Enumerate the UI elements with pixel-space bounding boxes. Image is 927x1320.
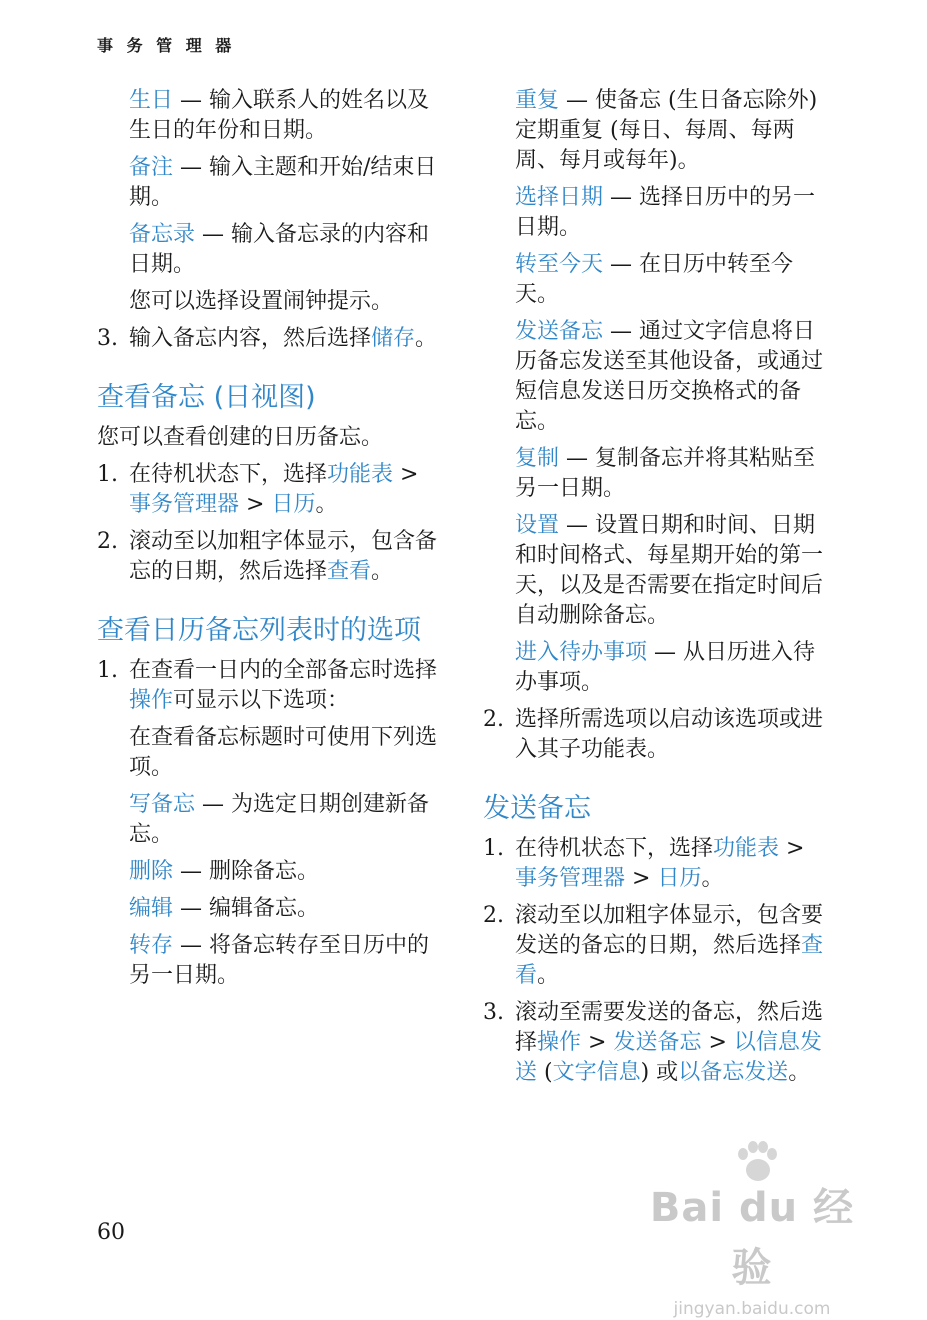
link-organizer[interactable]: 事务管理器 — [129, 492, 240, 517]
step-2 — [483, 705, 833, 765]
link-view[interactable]: 查看 — [515, 933, 824, 988]
section-title-list-options: 查看日历备忘列表时的选项 — [97, 615, 421, 646]
option-desc: — 输入主题和开始/结束日期。 — [129, 155, 437, 210]
step-2 — [483, 901, 833, 991]
step-1 — [483, 834, 833, 894]
step-text: 滚动至以加粗字体显示，包含要发送的备忘的日期，然后选择 — [515, 903, 824, 958]
left-column — [97, 86, 447, 998]
option-term: 转至今天 — [515, 252, 604, 277]
option-item — [129, 894, 447, 924]
step-number: 1. — [483, 836, 504, 861]
option-memo — [129, 220, 447, 280]
path-sep: > — [239, 492, 272, 517]
link-calendar[interactable]: 日历 — [271, 492, 316, 517]
step-number: 2. — [483, 903, 504, 928]
step-number: 2. — [483, 707, 504, 732]
option-term: 写备忘 — [129, 792, 196, 817]
link-organizer[interactable]: 事务管理器 — [515, 866, 626, 891]
step-end: 。 — [701, 866, 724, 891]
option-item — [515, 86, 833, 176]
option-desc: — 在日历中转至今天。 — [515, 252, 794, 307]
option-term: 编辑 — [129, 896, 174, 921]
link-options[interactable]: 操作 — [129, 688, 174, 713]
link-options[interactable]: 操作 — [537, 1030, 582, 1055]
step-3 — [97, 324, 447, 354]
link-send-memo[interactable]: 发送备忘 — [613, 1030, 702, 1055]
step-text: 输入备忘内容，然后选择 — [129, 326, 372, 351]
step-number: 1. — [97, 658, 118, 683]
option-term: 复制 — [515, 446, 560, 471]
option-item — [515, 317, 833, 437]
option-desc: — 从日历进入待办事项。 — [515, 640, 816, 695]
option-desc: — 复制备忘并将其粘贴至另一日期。 — [515, 446, 816, 501]
option-item — [515, 638, 833, 698]
option-desc: — 选择日历中的另一日期。 — [515, 185, 816, 240]
step-end: 。 — [415, 326, 438, 351]
paw-icon — [733, 1140, 781, 1184]
link-send-as-memo[interactable]: 以备忘发送 — [678, 1060, 789, 1085]
step-number: 3. — [483, 1000, 504, 1025]
step-end: 。 — [315, 492, 338, 517]
link-text-message[interactable]: 文字信息 — [552, 1060, 641, 1085]
option-item — [129, 931, 447, 991]
step-number: 2. — [97, 529, 118, 554]
step-1 — [97, 460, 447, 520]
option-term: 重复 — [515, 88, 560, 113]
step-end: 。 — [371, 559, 394, 584]
option-term: 备注 — [129, 155, 174, 180]
option-desc: — 编辑备忘。 — [173, 896, 320, 921]
option-desc: — 设置日期和时间、日期和时间格式、每星期开始的第一天，以及是否需要在指定时间后自动删除备忘。 — [515, 513, 824, 628]
option-term: 生日 — [129, 88, 174, 113]
text-mid: ) 或 — [640, 1060, 679, 1085]
option-term: 设置 — [515, 513, 560, 538]
path-sep: > — [701, 1030, 734, 1055]
link-view[interactable]: 查看 — [327, 559, 372, 584]
step-number: 1. — [97, 462, 118, 487]
link-send-as-message[interactable]: 以信息发送 — [515, 1030, 822, 1085]
link-save[interactable]: 储存 — [371, 326, 416, 351]
step-text: 在待机状态下，选择 — [515, 836, 714, 861]
text-mid: ( — [537, 1060, 553, 1085]
option-item — [515, 444, 833, 504]
option-term: 转存 — [129, 933, 174, 958]
watermark-url: jingyan.baidu.com — [673, 1299, 831, 1319]
option-desc: — 通过文字信息将日历备忘发送至其他设备，或通过短信息发送日历交换格式的备忘。 — [515, 319, 824, 434]
step-text: 选择所需选项以启动该选项或进入其子功能表。 — [515, 707, 824, 762]
step-number: 3. — [97, 326, 118, 351]
sub-intro: 在查看备忘标题时可使用下列选项。 — [129, 725, 438, 780]
option-term: 删除 — [129, 859, 174, 884]
option-note — [129, 153, 447, 213]
option-desc: — 删除备忘。 — [173, 859, 320, 884]
step-2 — [97, 527, 447, 587]
section-title-send-memo: 发送备忘 — [483, 793, 591, 824]
option-item — [515, 250, 833, 310]
option-term: 发送备忘 — [515, 319, 604, 344]
path-sep: > — [581, 1030, 614, 1055]
step-end: 。 — [537, 963, 560, 988]
option-desc: — 输入备忘录的内容和日期。 — [129, 222, 430, 277]
option-term: 选择日期 — [515, 185, 604, 210]
option-desc: — 将备忘转存至日历中的另一日期。 — [129, 933, 430, 988]
step-text: 在待机状态下，选择 — [129, 462, 328, 487]
option-item — [129, 857, 447, 887]
section-title-day-view: 查看备忘 (日视图) — [97, 382, 316, 413]
step-end: 。 — [788, 1060, 811, 1085]
step-text: 在查看一日内的全部备忘时选择 — [129, 658, 438, 683]
option-desc: — 使备忘 (生日备忘除外) 定期重复 (每日、每周、每两周、每月或每年)。 — [515, 88, 818, 173]
right-column — [483, 86, 833, 1095]
option-birthday — [129, 86, 447, 146]
option-item — [515, 183, 833, 243]
step-text: 滚动至以加粗字体显示，包含备忘的日期，然后选择 — [129, 529, 438, 584]
option-term: 进入待办事项 — [515, 640, 648, 665]
path-sep: > — [779, 836, 805, 861]
step-text: 滚动至需要发送的备忘，然后选择 — [515, 1000, 824, 1055]
link-calendar[interactable]: 日历 — [657, 866, 702, 891]
watermark-logo: Bai du 经验 — [649, 1185, 855, 1291]
watermark — [637, 1140, 867, 1319]
option-desc: — 输入联系人的姓名以及生日的年份和日期。 — [129, 88, 430, 143]
step-3 — [483, 998, 833, 1088]
step-1 — [97, 656, 447, 716]
link-menu[interactable]: 功能表 — [713, 836, 780, 861]
running-header: 事 务 管 理 器 — [97, 36, 236, 55]
path-sep: > — [625, 866, 658, 891]
option-item — [515, 511, 833, 631]
path-sep: > — [393, 462, 419, 487]
link-menu[interactable]: 功能表 — [327, 462, 394, 487]
option-term: 备忘录 — [129, 222, 196, 247]
step-text: 可显示以下选项： — [173, 688, 350, 713]
page-number: 60 — [97, 1220, 125, 1245]
alarm-note: 您可以选择设置闹钟提示。 — [129, 289, 394, 314]
option-item — [129, 790, 447, 850]
option-desc: — 为选定日期创建新备忘。 — [129, 792, 430, 847]
section-intro: 您可以查看创建的日历备忘。 — [97, 425, 384, 450]
